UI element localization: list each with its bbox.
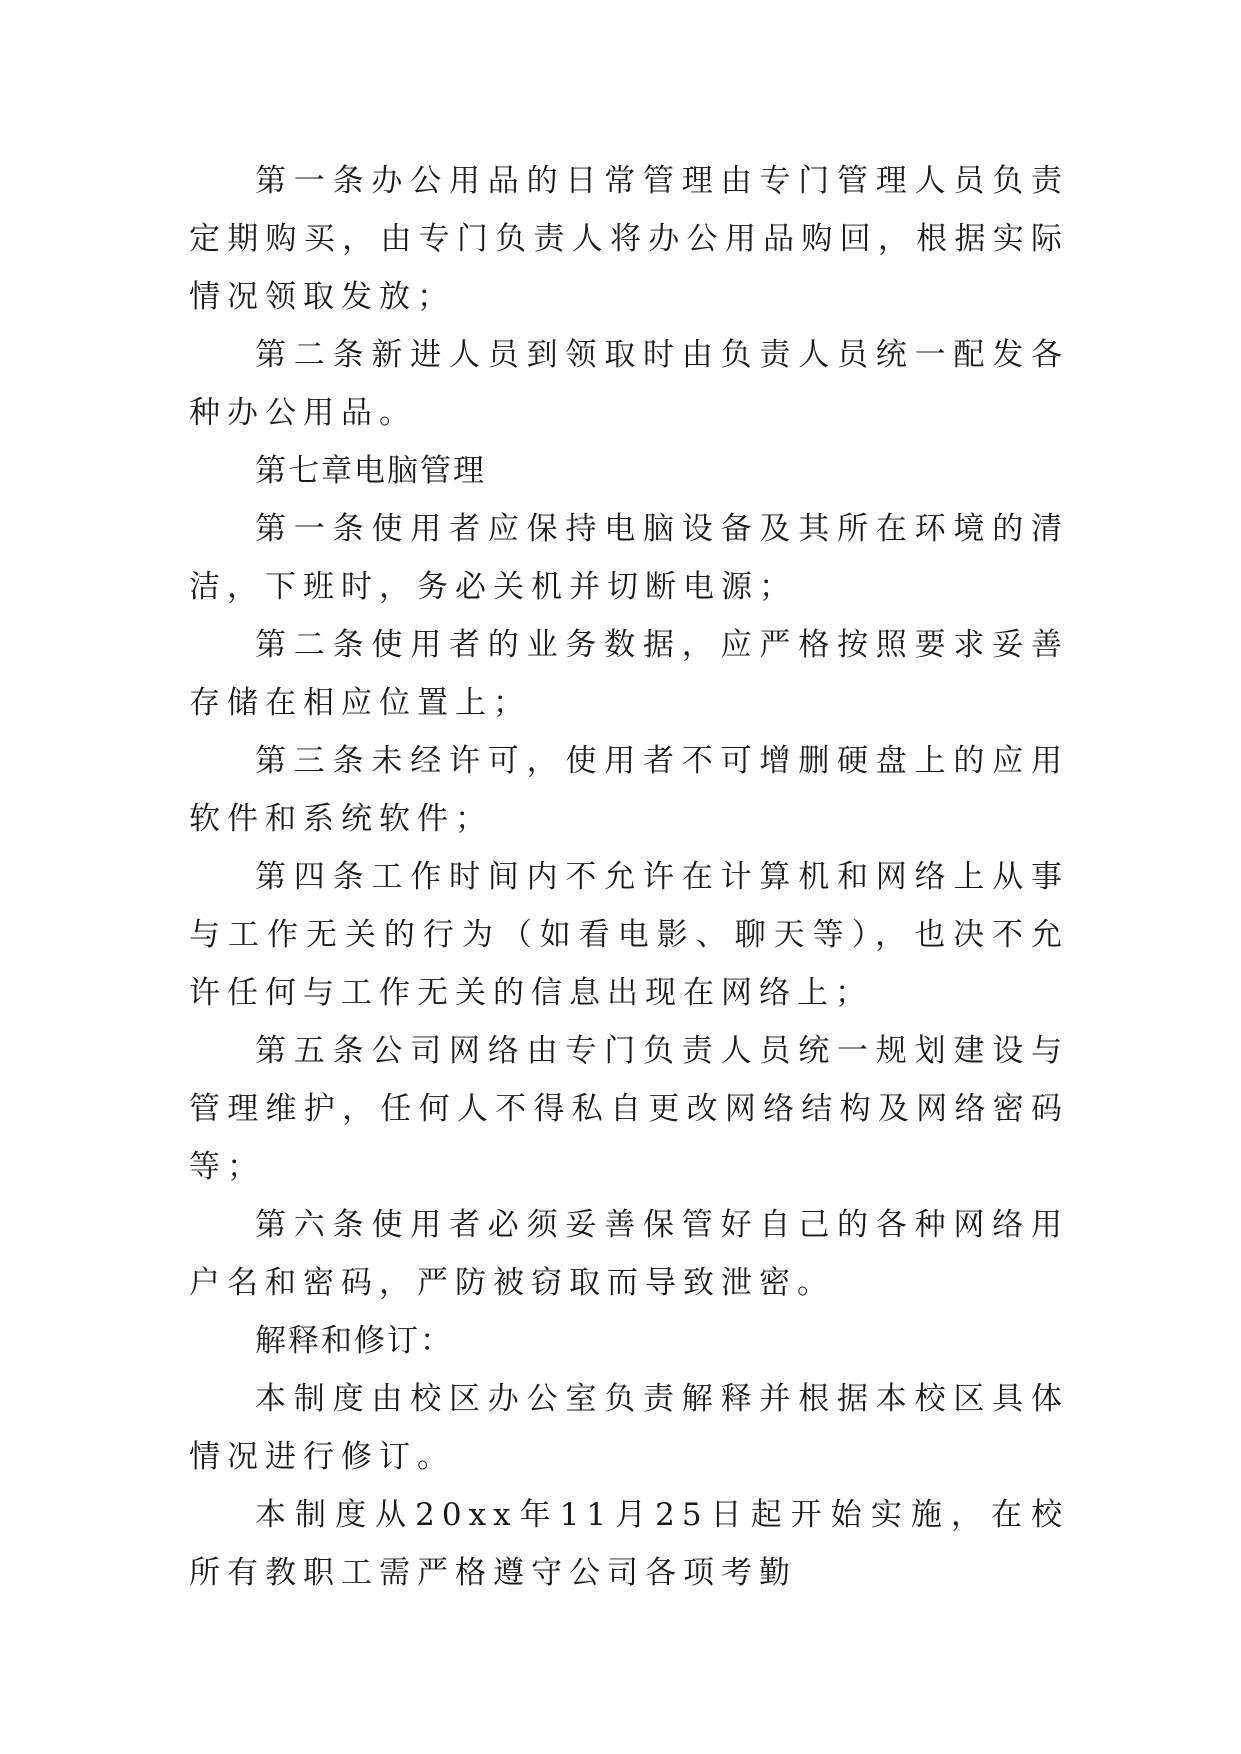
paragraph-article-2-office-supplies: 第二条新进人员到领取时由负责人员统一配发各种办公用品。 <box>189 337 1069 431</box>
paragraph-interpretation: 本制度由校区办公室负责解释并根据本校区具体情况进行修订。 <box>189 1381 1069 1475</box>
paragraph-article-3-computer: 第三条未经许可，使用者不可增删硬盘上的应用软件和系统软件； <box>189 743 1069 837</box>
paragraph-article-5-computer: 第五条公司网络由专门负责人员统一规划建设与管理维护，任何人不得私自更改网络结构及网络密码等； <box>189 1033 1069 1185</box>
chapter-heading-computer-management: 第七章电脑管理 <box>255 453 486 489</box>
paragraph-article-4-computer: 第四条工作时间内不允许在计算机和网络上从事与工作无关的行为（如看电影、聊天等），也决不允许任何与工作无关的信息出现在网络上； <box>189 859 1069 1011</box>
paragraph-effective-date: 本制度从20xx年11月25日起开始实施，在校所有教职工需严格遵守公司各项考勤 <box>189 1497 1069 1591</box>
paragraph-article-2-computer: 第二条使用者的业务数据，应严格按照要求妥善存储在相应位置上； <box>189 627 1069 721</box>
paragraph-article-1-office-supplies: 第一条办公用品的日常管理由专门管理人员负责定期购买，由专门负责人将办公用品购回，根据实际情况领取发放； <box>189 163 1069 315</box>
paragraph-article-6-computer: 第六条使用者必须妥善保管好自己的各种网络用户名和密码，严防被窃取而导致泄密。 <box>189 1207 1069 1301</box>
document-body <box>189 152 1069 1602</box>
section-heading-interpretation: 解释和修订： <box>255 1323 453 1359</box>
paragraph-article-1-computer: 第一条使用者应保持电脑设备及其所在环境的清洁，下班时，务必关机并切断电源； <box>189 511 1069 605</box>
